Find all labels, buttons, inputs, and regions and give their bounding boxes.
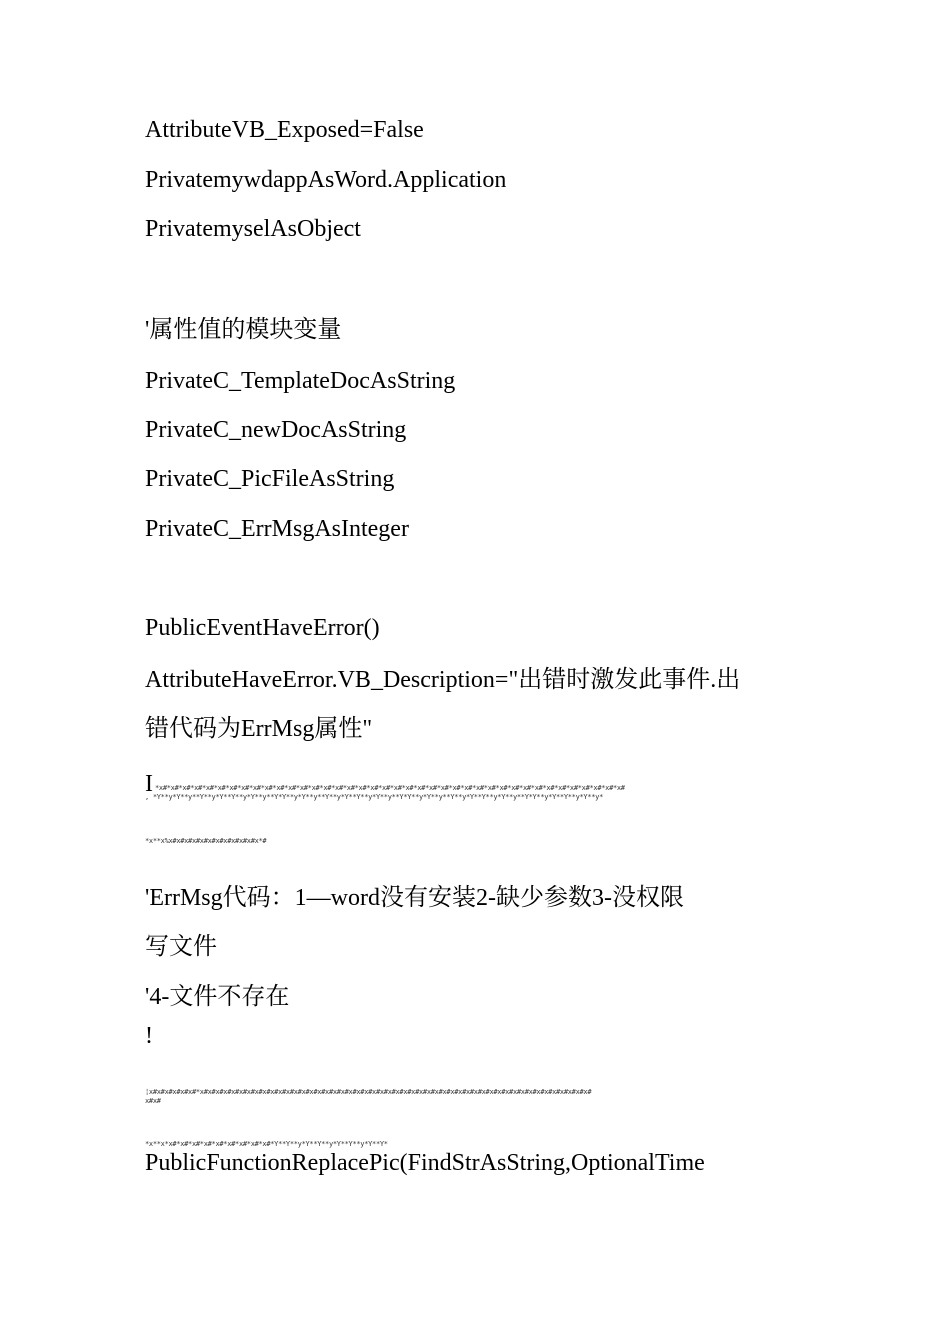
code-comment-file-not-exist: '4-文件不存在 (145, 984, 290, 1010)
code-line-private-sel: PrivatemyselAsObject (145, 216, 361, 242)
code-line-description-part2: 错代码为ErrMsg属性" (145, 716, 373, 742)
code-line-pic-file: PrivateC_PicFileAsString (145, 466, 395, 492)
code-line-public-function: PublicFunctionReplacePic(FindStrAsString,OptionalTime (145, 1150, 705, 1176)
code-comment-errmsg-codes-cont: 写文件 (145, 934, 217, 960)
separator2-row3: *x**x*x#*x#*x#*x#*x#*x#*x#*x#*x#*Y**Y**y*Y**Y**y*Y**Y**y*Y**Y* (145, 1140, 388, 1148)
code-line-template-doc: PrivateC_TemplateDocAsString (145, 368, 456, 394)
code-comment-module-vars: '属性值的模块变量 (145, 317, 342, 343)
code-comment-errmsg-codes: 'ErrMsg代码：1—word没有安装2-缺少参数3-没权限 (145, 885, 684, 911)
separator1-row2: , *Y**y*Y**y**Y**y*Y**Y**y*Y**y**Y*Y**y*Y**y**Y**y*Y**Y**y*Y**y**Y*Y**y*Y**y**Y**y*Y**Y**y*Y**y**Y*Y**y*Y**Y**y*Y**y* (145, 793, 603, 801)
separator1-lead: I (145, 771, 153, 797)
code-line-public-event: PublicEventHaveError() (145, 615, 380, 641)
code-line-attribute-exposed: AttributeVB_Exposed=False (145, 117, 424, 143)
code-line-private-wdapp: PrivatemywdappAsWord.Application (145, 167, 507, 193)
separator2-row1: ¦x#x#x#x#x#x#*x#x#x#x#x#x#x#x#x#x#x#x#x#x#x#x#x#x#x#x#x#x#x#x#x#x#x#x#x#x#x#x#x#x#x#x#x#x#x#x#x#x#x#x#x#x#x#x#x#x# (145, 1088, 592, 1096)
code-line-err-msg: PrivateC_ErrMsgAsInteger (145, 516, 409, 542)
separator1-row3: *x**x%x#x#x#x#x#x#x#x#x#x#x#x*# (145, 837, 267, 845)
code-line-new-doc: PrivateC_newDocAsString (145, 417, 407, 443)
code-line-exclamation: ! (145, 1023, 153, 1049)
code-line-description-part1: AttributeHaveError.VB_Description="出错时激发此事件.出 (145, 667, 741, 693)
separator1-row1: *x#*x#*x#*x#*x#*x#*x#*x#*x#*x#*x#*x#*x#*x#*x#*x#*x#*x#*x#*x#*x#*x#*x#*x#*x#*x#*x#*x#*x#*x#*x#*x#*x#*x#*x#*x#*x#*x#*x#*x# (155, 784, 625, 792)
separator2-row2: x#x# (145, 1097, 161, 1105)
